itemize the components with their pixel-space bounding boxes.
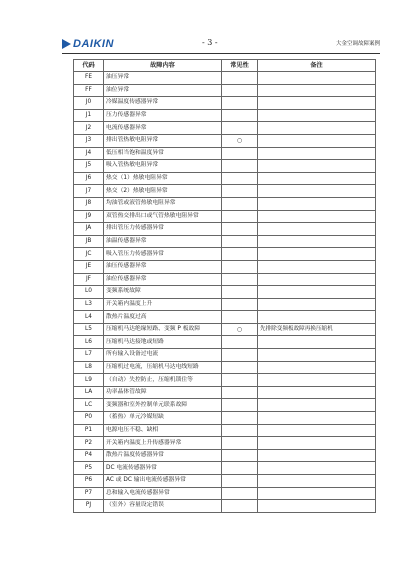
- fault-frequency: [222, 412, 258, 425]
- fault-description: 总和输入电流传感器异常: [104, 487, 222, 500]
- fault-code: J9: [74, 210, 104, 223]
- fault-code: JB: [74, 235, 104, 248]
- fault-note: [258, 449, 376, 462]
- fault-frequency: [222, 122, 258, 135]
- fault-code: P6: [74, 475, 104, 488]
- fault-description: 开关箱内温度上升传感器异常: [104, 437, 222, 450]
- fault-note: [258, 311, 376, 324]
- fault-description: 低压相当饱和温度异常: [104, 147, 222, 160]
- table-row: [74, 273, 376, 286]
- fault-code: J7: [74, 185, 104, 198]
- column-header-note: 备注: [258, 60, 376, 72]
- fault-note: 先排除变频板故障再换压缩机: [258, 323, 376, 336]
- fault-code: FF: [74, 84, 104, 97]
- fault-note: [258, 386, 376, 399]
- fault-code: J8: [74, 197, 104, 210]
- table-row: [74, 260, 376, 273]
- fault-frequency: [222, 399, 258, 412]
- fault-code: P0: [74, 412, 104, 425]
- fault-code: JF: [74, 273, 104, 286]
- fault-note: [258, 260, 376, 273]
- table-row: [74, 210, 376, 223]
- table-row: [74, 500, 376, 513]
- fault-frequency: [222, 462, 258, 475]
- fault-frequency: [222, 298, 258, 311]
- page-header: [62, 37, 380, 51]
- fault-description: 油压传感器异常: [104, 260, 222, 273]
- fault-description: 压缩机过电流，压缩机马达电线短路: [104, 361, 222, 374]
- fault-frequency: [222, 449, 258, 462]
- fault-note: [258, 134, 376, 147]
- fault-frequency: [222, 185, 258, 198]
- column-header-description: 故障内容: [104, 60, 222, 72]
- table-row: [74, 374, 376, 387]
- fault-frequency: [222, 197, 258, 210]
- fault-code: P2: [74, 437, 104, 450]
- fault-code: L3: [74, 298, 104, 311]
- page-number: - 3 -: [202, 38, 218, 47]
- fault-frequency: [222, 72, 258, 85]
- fault-frequency: [222, 172, 258, 185]
- fault-description: 油压异常: [104, 72, 222, 85]
- fault-code: L9: [74, 374, 104, 387]
- fault-frequency: [222, 437, 258, 450]
- fault-frequency: [222, 361, 258, 374]
- fault-code: J5: [74, 160, 104, 173]
- table-row: [74, 97, 376, 110]
- fault-description: 均油管或液管热敏电阻异常: [104, 197, 222, 210]
- fault-description: 散热片温度过高: [104, 311, 222, 324]
- table-row: [74, 185, 376, 198]
- fault-frequency: [222, 500, 258, 513]
- fault-frequency: [222, 248, 258, 261]
- fault-code: J1: [74, 109, 104, 122]
- fault-code: J4: [74, 147, 104, 160]
- fault-note: [258, 500, 376, 513]
- fault-note: [258, 361, 376, 374]
- fault-frequency: [222, 97, 258, 110]
- fault-code: P5: [74, 462, 104, 475]
- fault-code: P4: [74, 449, 104, 462]
- logo-text: DAIKIN: [73, 38, 114, 50]
- fault-code: P7: [74, 487, 104, 500]
- fault-code: J6: [74, 172, 104, 185]
- fault-description: 吸入管热敏电阻异常: [104, 160, 222, 173]
- fault-note: [258, 147, 376, 160]
- fault-code: L0: [74, 286, 104, 299]
- fault-frequency: [222, 84, 258, 97]
- fault-note: [258, 424, 376, 437]
- fault-note: [258, 172, 376, 185]
- fault-description: 压缩机马达接地或短路: [104, 336, 222, 349]
- fault-note: [258, 84, 376, 97]
- fault-code: J3: [74, 134, 104, 147]
- fault-description: 所有输入设备过电流: [104, 349, 222, 362]
- fault-code: JE: [74, 260, 104, 273]
- fault-frequency: [222, 386, 258, 399]
- table-row: [74, 323, 376, 336]
- fault-code: L6: [74, 336, 104, 349]
- fault-code: L4: [74, 311, 104, 324]
- fault-frequency: [222, 374, 258, 387]
- table-row: [74, 286, 376, 299]
- header-rule: [62, 53, 380, 54]
- fault-note: [258, 160, 376, 173]
- fault-note: [258, 475, 376, 488]
- fault-note: [258, 399, 376, 412]
- table-row: [74, 424, 376, 437]
- table-row: [74, 386, 376, 399]
- table-row: [74, 248, 376, 261]
- fault-note: [258, 235, 376, 248]
- table-row: [74, 235, 376, 248]
- table-row: [74, 487, 376, 500]
- fault-description: 排出管压力传感器异常: [104, 223, 222, 236]
- fault-frequency: [222, 160, 258, 173]
- fault-description: （室外）容量设定错误: [104, 500, 222, 513]
- fault-description: 油位传感器异常: [104, 273, 222, 286]
- table-header-row: [74, 60, 376, 72]
- table-row: [74, 72, 376, 85]
- table-row: [74, 412, 376, 425]
- fault-note: [258, 197, 376, 210]
- fault-description: 油温传感器异常: [104, 235, 222, 248]
- fault-note: [258, 286, 376, 299]
- fault-code: L8: [74, 361, 104, 374]
- fault-code: L7: [74, 349, 104, 362]
- fault-description: 吸入管压力传感器异常: [104, 248, 222, 261]
- fault-description: 变频系统故障: [104, 286, 222, 299]
- fault-description: 电源电压不稳、缺相: [104, 424, 222, 437]
- daikin-triangle-icon: [62, 39, 71, 49]
- fault-frequency: [222, 235, 258, 248]
- fault-description: 电流传感器异常: [104, 122, 222, 135]
- fault-description: DC 电流传感器异常: [104, 462, 222, 475]
- fault-code-table: [73, 59, 376, 513]
- fault-description: 功率晶体管故障: [104, 386, 222, 399]
- fault-frequency: [222, 210, 258, 223]
- fault-frequency: [222, 286, 258, 299]
- fault-note: [258, 298, 376, 311]
- fault-description: 压力传感器异常: [104, 109, 222, 122]
- table-row: [74, 462, 376, 475]
- table-row: [74, 223, 376, 236]
- fault-note: [258, 248, 376, 261]
- table-row: [74, 437, 376, 450]
- fault-note: [258, 97, 376, 110]
- table-row: [74, 349, 376, 362]
- fault-description: 冷媒温度传感器异常: [104, 97, 222, 110]
- fault-description: 双管热交排出口或气管热敏电阻异常: [104, 210, 222, 223]
- fault-note: [258, 72, 376, 85]
- fault-description: AC 或 DC 输出电流传感器异常: [104, 475, 222, 488]
- fault-frequency: ○: [222, 134, 258, 147]
- fault-code: PJ: [74, 500, 104, 513]
- table-row: [74, 336, 376, 349]
- fault-note: [258, 122, 376, 135]
- fault-description: 油位异常: [104, 84, 222, 97]
- fault-frequency: [222, 424, 258, 437]
- fault-note: [258, 349, 376, 362]
- fault-frequency: [222, 311, 258, 324]
- fault-code: L5: [74, 323, 104, 336]
- table-row: [74, 109, 376, 122]
- fault-frequency: [222, 336, 258, 349]
- fault-frequency: [222, 475, 258, 488]
- fault-note: [258, 185, 376, 198]
- table-row: [74, 147, 376, 160]
- table-row: [74, 197, 376, 210]
- fault-code: FE: [74, 72, 104, 85]
- fault-frequency: [222, 223, 258, 236]
- table-row: [74, 122, 376, 135]
- fault-frequency: [222, 487, 258, 500]
- fault-code: JA: [74, 223, 104, 236]
- fault-note: [258, 273, 376, 286]
- fault-code: JC: [74, 248, 104, 261]
- table-row: [74, 475, 376, 488]
- table-row: [74, 298, 376, 311]
- table-row: [74, 172, 376, 185]
- table-row: [74, 160, 376, 173]
- table-row: [74, 84, 376, 97]
- fault-code: LA: [74, 386, 104, 399]
- fault-description: 压缩机马达绝缘短路、变频 P 板故障: [104, 323, 222, 336]
- fault-frequency: [222, 109, 258, 122]
- fault-note: [258, 412, 376, 425]
- fault-code: LC: [74, 399, 104, 412]
- fault-description: 散热片温度传感器异常: [104, 449, 222, 462]
- fault-note: [258, 462, 376, 475]
- table-row: [74, 361, 376, 374]
- fault-note: [258, 223, 376, 236]
- fault-note: [258, 336, 376, 349]
- table-row: [74, 134, 376, 147]
- fault-frequency: [222, 147, 258, 160]
- fault-code: J2: [74, 122, 104, 135]
- daikin-logo: [62, 37, 114, 51]
- fault-note: [258, 210, 376, 223]
- fault-frequency: [222, 260, 258, 273]
- fault-description: 变频器和室外控制单元联系故障: [104, 399, 222, 412]
- fault-note: [258, 437, 376, 450]
- table-row: [74, 311, 376, 324]
- document-title: 大金空调故障案例: [335, 41, 380, 47]
- fault-frequency: [222, 349, 258, 362]
- table-row: [74, 449, 376, 462]
- fault-description: 热交（1）热敏电阻异常: [104, 172, 222, 185]
- fault-description: （自动）失控防止，压缩机锁住等: [104, 374, 222, 387]
- fault-description: 排出管热敏电阻异常: [104, 134, 222, 147]
- fault-frequency: ○: [222, 323, 258, 336]
- fault-note: [258, 487, 376, 500]
- fault-description: （蓄热）单元冷媒短缺: [104, 412, 222, 425]
- fault-note: [258, 374, 376, 387]
- fault-code: J0: [74, 97, 104, 110]
- fault-code: P1: [74, 424, 104, 437]
- fault-description: 热交（2）热敏电阻异常: [104, 185, 222, 198]
- fault-frequency: [222, 273, 258, 286]
- fault-note: [258, 109, 376, 122]
- fault-description: 开关箱内温度上升: [104, 298, 222, 311]
- column-header-code: 代码: [74, 60, 104, 72]
- table-row: [74, 399, 376, 412]
- column-header-frequency: 常见性: [222, 60, 258, 72]
